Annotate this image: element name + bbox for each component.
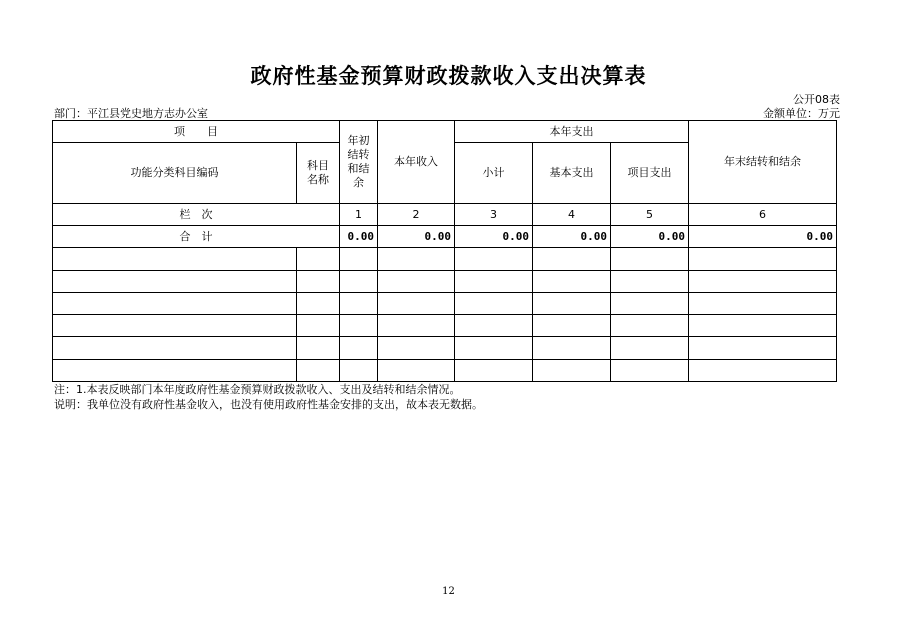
- total-closing-balance: 0.00: [689, 226, 837, 248]
- column-index-1: 1: [340, 203, 378, 225]
- header-subtotal: 小计: [455, 143, 533, 204]
- department-label: 部门：平江县党史地方志办公室: [54, 107, 208, 120]
- form-number: 公开08表: [793, 93, 840, 106]
- header-project-expense: 项目支出: [611, 143, 689, 204]
- note-line-1: 注：1.本表反映部门本年度政府性基金预算财政拨款收入、支出及结转和结余情况。: [54, 383, 461, 396]
- header-annual-income: 本年收入: [378, 121, 455, 204]
- table-row: [53, 292, 837, 314]
- table-row: [53, 337, 837, 359]
- total-label: 合 计: [53, 226, 340, 248]
- column-index-4: 4: [533, 203, 611, 225]
- header-closing-balance: 年末结转和结余: [689, 121, 837, 204]
- notes: [54, 382, 483, 412]
- fund-budget-table: [52, 120, 837, 382]
- table-row: [53, 359, 837, 381]
- header-annual-expense: 本年支出: [455, 121, 689, 143]
- header-func-code: 功能分类科目编码: [53, 143, 297, 204]
- total-opening-balance: 0.00: [340, 226, 378, 248]
- total-project-expense: 0.00: [611, 226, 689, 248]
- column-index-label: 栏 次: [53, 203, 340, 225]
- table-row: [53, 248, 837, 270]
- total-annual-income: 0.00: [378, 226, 455, 248]
- column-index-2: 2: [378, 203, 455, 225]
- header-opening-balance: 年初 结转 和结 余: [340, 121, 378, 204]
- column-index-5: 5: [611, 203, 689, 225]
- note-line-2: 说明：我单位没有政府性基金收入，也没有使用政府性基金安排的支出，故本表无数据。: [54, 398, 483, 411]
- total-basic-expense: 0.00: [533, 226, 611, 248]
- page-number: 12: [442, 586, 455, 597]
- table-row: [53, 315, 837, 337]
- column-index-6: 6: [689, 203, 837, 225]
- unit-label: 金额单位：万元: [763, 107, 840, 120]
- header-item: 项 目: [53, 121, 340, 143]
- header-basic-expense: 基本支出: [533, 143, 611, 204]
- table-row: [53, 270, 837, 292]
- header-subject-name: 科目 名称: [297, 143, 340, 204]
- column-index-3: 3: [455, 203, 533, 225]
- page-title: 政府性基金预算财政拨款收入支出决算表: [250, 64, 647, 88]
- total-subtotal: 0.00: [455, 226, 533, 248]
